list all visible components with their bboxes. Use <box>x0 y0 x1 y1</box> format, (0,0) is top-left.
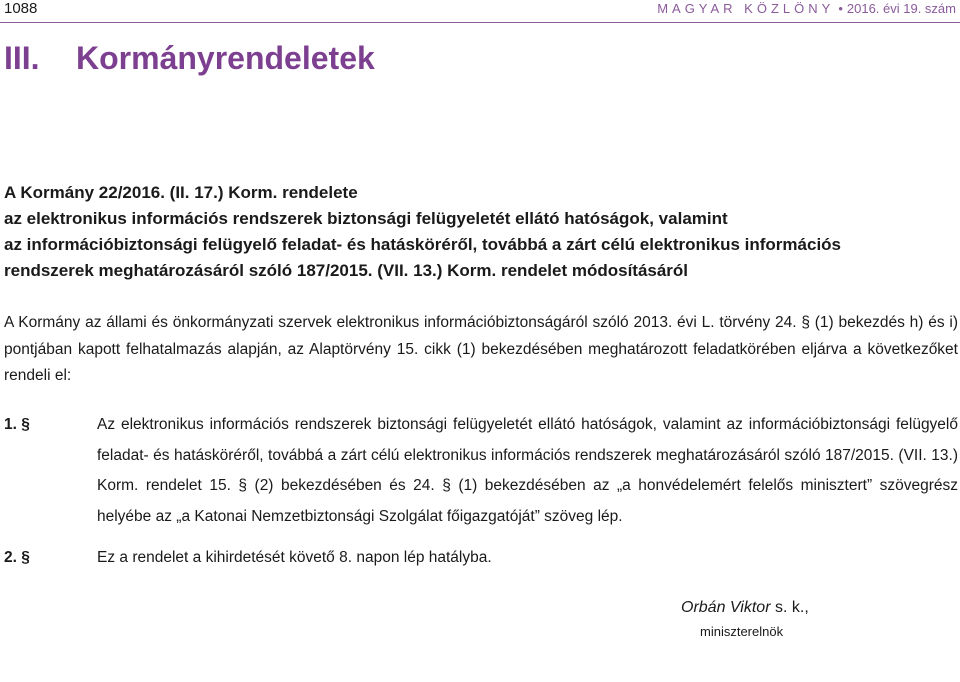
header-rule <box>0 22 960 23</box>
paragraph-2 <box>4 543 958 574</box>
page-header <box>0 0 960 22</box>
page-number: 1088 <box>4 0 38 17</box>
journal-name: MAGYAR KÖZLÖNY <box>657 1 835 16</box>
paragraph-1 <box>4 410 958 532</box>
paragraph-marker: 1. § <box>4 416 30 433</box>
separator-dot: • <box>838 1 843 16</box>
paragraph-marker: 2. § <box>4 549 30 566</box>
signatory-name: Orbán Viktor <box>681 599 771 616</box>
decree-title-line: A Kormány 22/2016. (II. 17.) Korm. rendelete <box>4 183 358 202</box>
section-title <box>4 40 375 77</box>
decree-title <box>4 180 959 284</box>
paragraph-text: Ez a rendelet a kihirdetését követő 8. napon lép hatályba. <box>97 549 492 566</box>
section-number: III. <box>4 40 40 76</box>
signature-block <box>681 598 881 639</box>
signatory-role: miniszterelnök <box>700 624 784 639</box>
section-name: Kormányrendeletek <box>76 40 375 76</box>
decree-title-line: az elektronikus információs rendszerek biztonsági felügyeletét ellátó hatóságok, valamint <box>4 209 728 228</box>
paragraph-text: Az elektronikus információs rendszerek biztonsági felügyeletét ellátó hatóságok, valamint az információbiztonsági felügyelő feladat- és hatásköréről, továbbá a zárt célú elektronikus információs rendszerek meghatározásáról szóló 187/2015. (VII. 13.) Korm. rendelet 15. § (2) bekezdésében és 24. § (1) bekezdésében az „a honvédelemért felelős minisztert” szövegrész helyébe az „a Katonai Nemzetbiztonsági Szolgálat főigazgatóját” szöveg lép. <box>97 416 958 525</box>
preamble: A Kormány az állami és önkormányzati szervek elektronikus információbiztonságáról szóló 2013. évi L. törvény 24. § (1) bekezdés h) és i) pontjában kapott felhatalmazás alapján, az Alaptörvény 15. cikk (1) bekezdésében meghatározott feladatkörében eljárva a következőket rendeli el: <box>4 314 958 384</box>
decree-title-line: az információbiztonsági felügyelő feladat- és hatásköréről, továbbá a zárt célú elektronikus információs <box>4 235 842 254</box>
running-head <box>657 1 956 16</box>
signature-line <box>681 598 881 618</box>
signature-suffix: s. k., <box>770 599 809 616</box>
decree-title-line: rendszerek meghatározásáról szóló 187/2015. (VII. 13.) Korm. rendelet módosításáról <box>4 261 689 280</box>
issue-number: 2016. évi 19. szám <box>846 1 956 16</box>
